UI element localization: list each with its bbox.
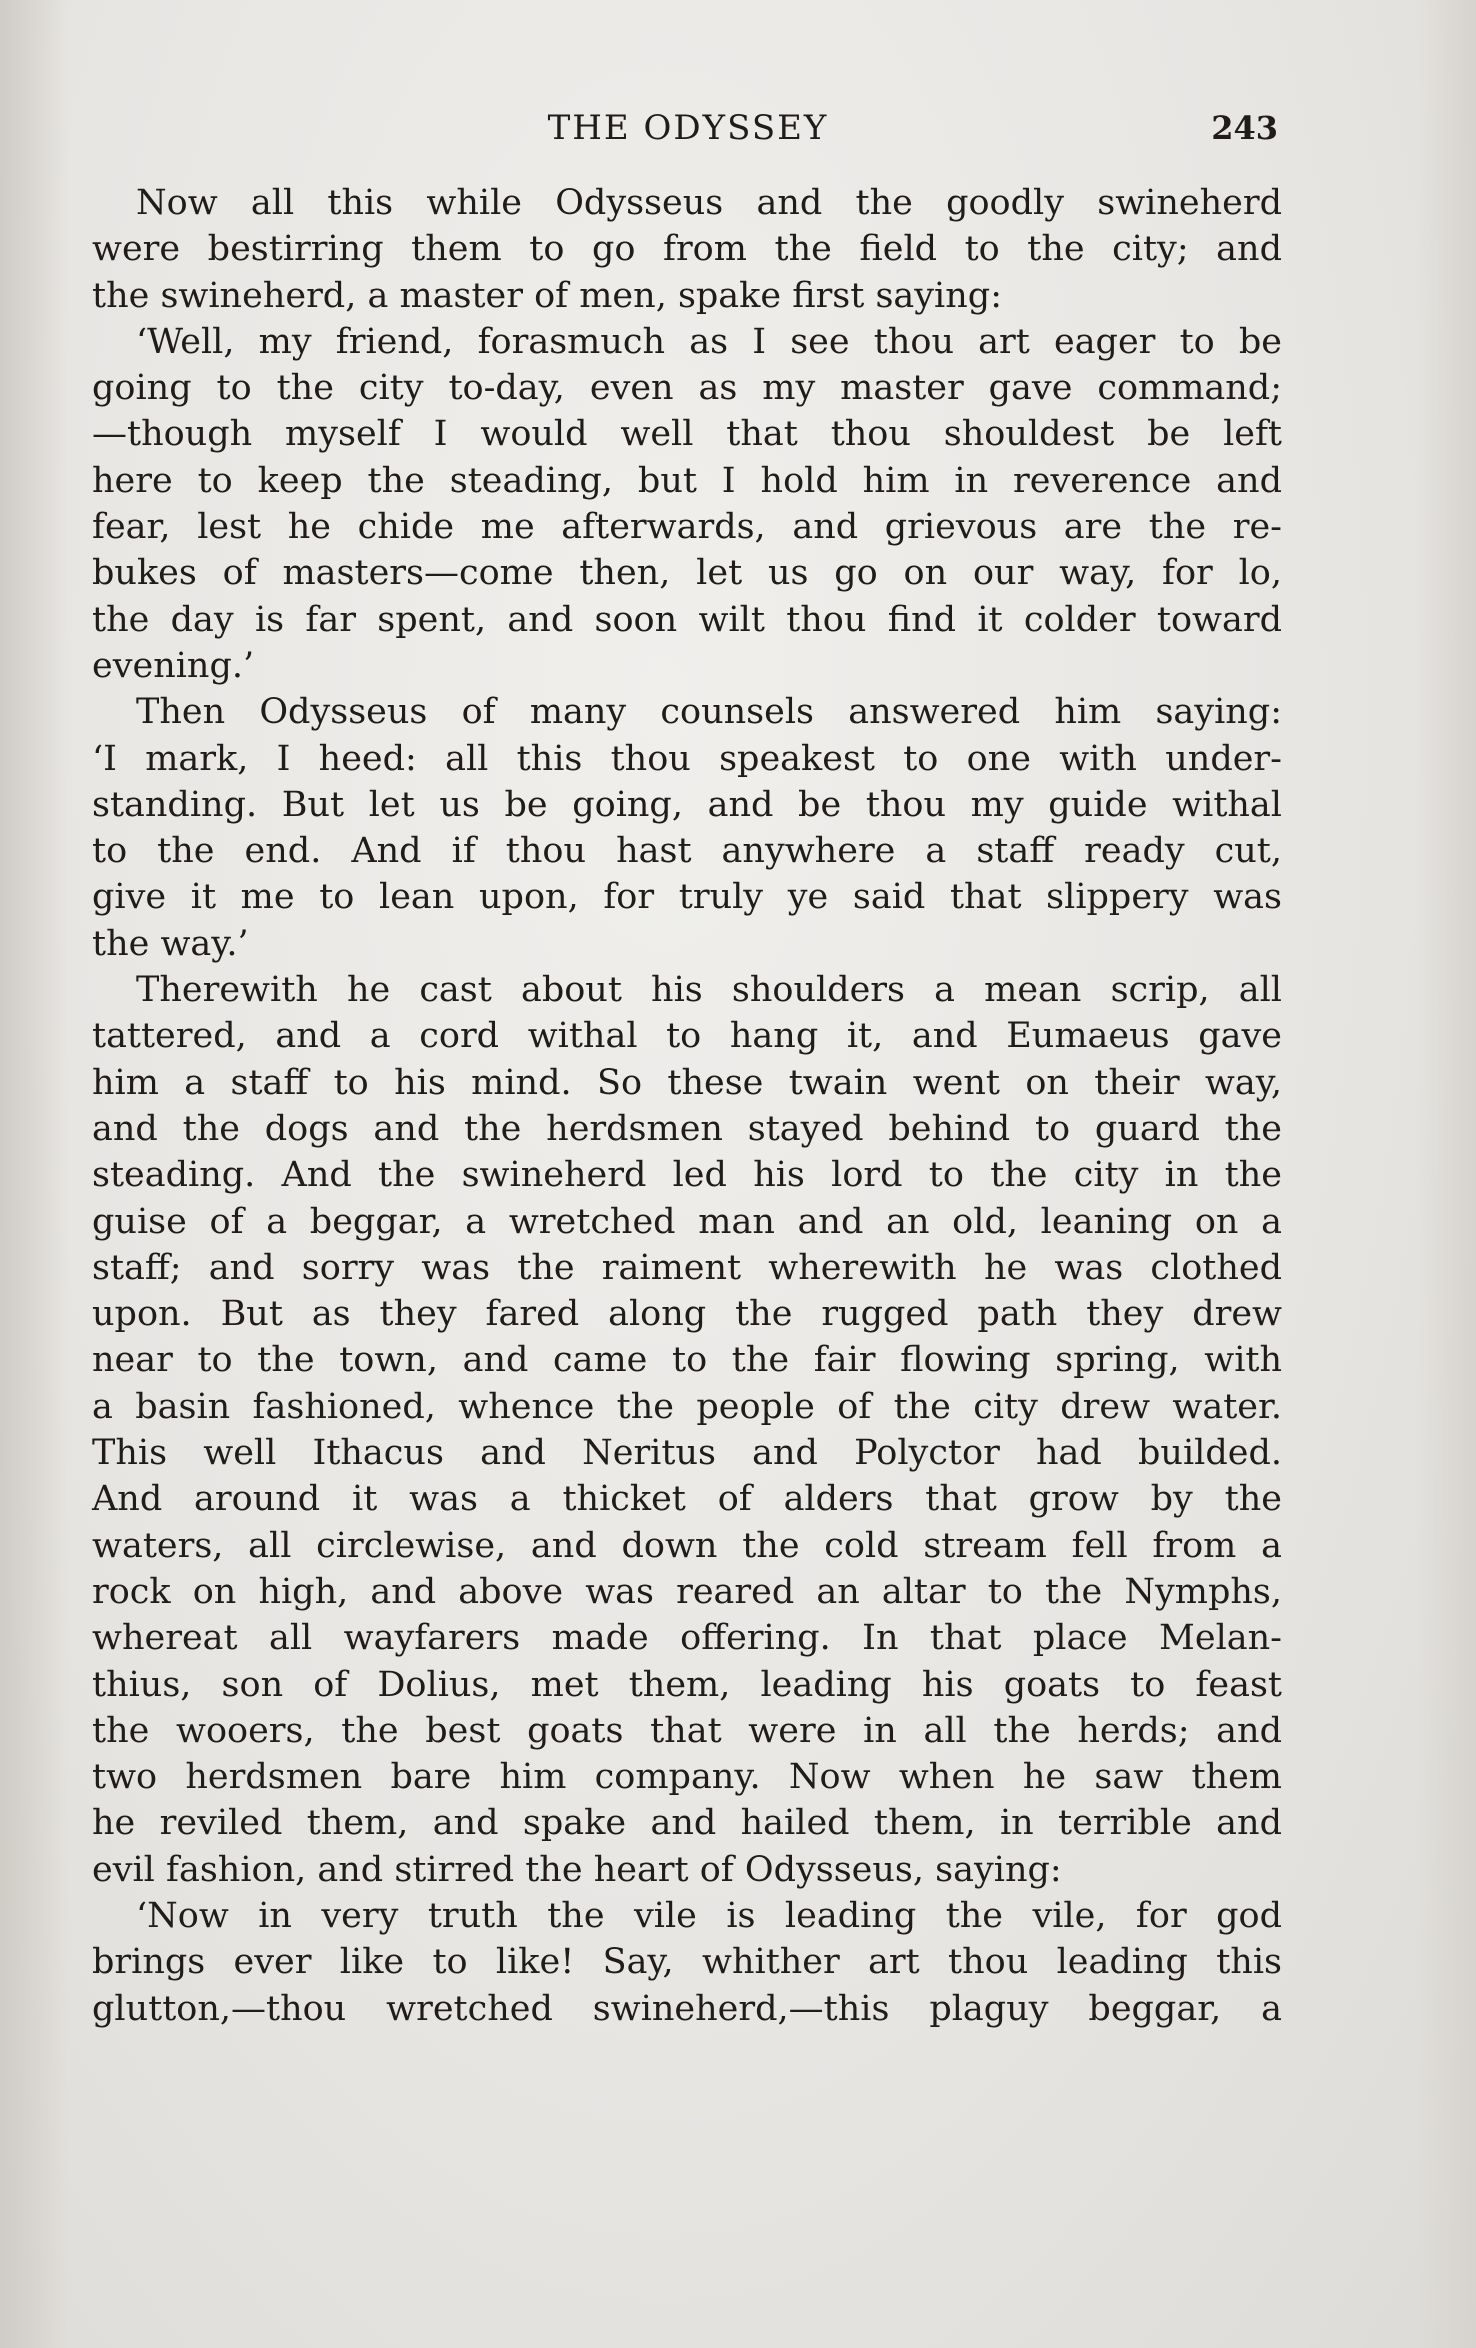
text-line: glutton,—thou wretched swineherd,—this plaguy beggar, a (92, 1988, 1282, 2029)
text-line: ‘I mark, I heed: all this thou speakest to one with under- (92, 738, 1282, 779)
text-line: the way.’ (92, 923, 249, 964)
text-line: the day is far spent, and soon wilt thou find it colder toward (92, 599, 1282, 640)
text-line: here to keep the steading, but I hold him in reverence and (92, 460, 1282, 501)
text-line: staff; and sorry was the raiment wherewith he was clothed (92, 1247, 1282, 1288)
text-line: fear, lest he chide me afterwards, and grievous are the re- (92, 507, 1282, 548)
text-line: to the end. And if thou hast anywhere a staff ready cut, (92, 831, 1282, 872)
text-line: ‘Well, my friend, forasmuch as I see thou art eager to be (136, 321, 1282, 362)
page-number: 243 (1211, 109, 1278, 147)
text-line: waters, all circlewise, and down the cold stream fell from a (92, 1525, 1282, 1566)
text-line: rock on high, and above was reared an altar to the Nymphs, (92, 1571, 1282, 1612)
text-line: evil fashion, and stirred the heart of Odysseus, saying: (92, 1849, 1062, 1890)
text-line: two herdsmen bare him company. Now when he saw them (92, 1757, 1282, 1798)
text-line: Therewith he cast about his shoulders a mean scrip, all (136, 970, 1282, 1011)
text-line: steading. And the swineherd led his lord to the city in the (92, 1155, 1282, 1196)
text-line: ‘Now in very truth the vile is leading the vile, for god (136, 1895, 1282, 1936)
text-line: Then Odysseus of many counsels answered him saying: (136, 692, 1282, 733)
text-line: thius, son of Dolius, met them, leading his goats to feast (92, 1664, 1282, 1705)
running-head (98, 104, 1278, 152)
text-line: him a staff to his mind. So these twain went on their way, (92, 1062, 1282, 1103)
text-line: upon. But as they fared along the rugged path they drew (92, 1294, 1282, 1335)
text-line: give it me to lean upon, for truly ye said that slippery was (92, 877, 1282, 918)
text-line: near to the town, and came to the fair flowing spring, with (92, 1340, 1282, 1381)
text-line: he reviled them, and spake and hailed them, in terrible and (92, 1803, 1282, 1844)
text-line: Now all this while Odysseus and the goodly swineherd (136, 183, 1282, 223)
text-line: whereat all wayfarers made offering. In that place Melan- (92, 1618, 1282, 1659)
body-text (92, 180, 1282, 2032)
text-line: And around it was a thicket of alders that grow by the (92, 1479, 1282, 1520)
text-line: This well Ithacus and Neritus and Polyctor had builded. (92, 1433, 1282, 1474)
text-line: —though myself I would well that thou shouldest be left (92, 414, 1282, 455)
text-line: guise of a beggar, a wretched man and an old, leaning on a (92, 1201, 1282, 1242)
page-gutter-shadow (0, 0, 70, 2348)
text-line: evening.’ (92, 645, 255, 686)
page-edge-shadow (1416, 0, 1476, 2348)
text-line: bukes of masters—come then, let us go on our way, for lo, (92, 553, 1282, 594)
text-line: standing. But let us be going, and be thou my guide withal (92, 784, 1282, 825)
text-line: a basin fashioned, whence the people of the city drew water. (92, 1386, 1282, 1427)
text-line: tattered, and a cord withal to hang it, and Eumaeus gave (92, 1016, 1282, 1057)
text-line: were bestirring them to go from the field to the city; and (92, 229, 1282, 270)
text-line: the wooers, the best goats that were in all the herds; and (92, 1710, 1282, 1751)
running-title: THE ODYSSEY (547, 108, 829, 148)
text-line: going to the city to-day, even as my master gave command; (92, 368, 1282, 409)
text-line: the swineherd, a master of men, spake first saying: (92, 275, 1002, 316)
text-line: brings ever like to like! Say, whither art thou leading this (92, 1942, 1282, 1983)
text-line: and the dogs and the herdsmen stayed behind to guard the (92, 1108, 1282, 1149)
